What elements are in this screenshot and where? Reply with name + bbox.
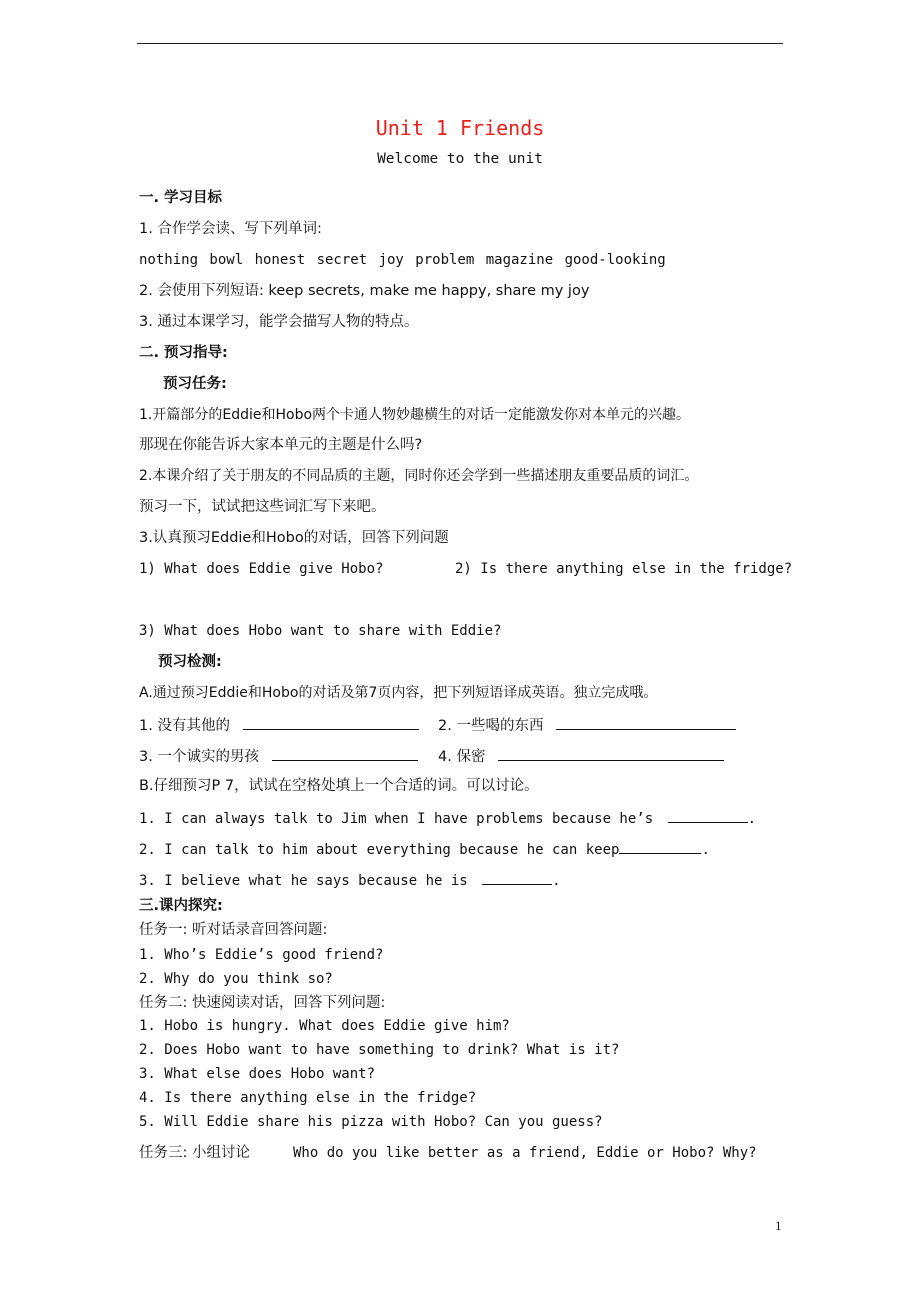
- translation-item-2: 2. 一些喝的东西: [438, 715, 736, 735]
- objective-3: 3. 通过本课学习，能学会描写人物的特点。: [139, 314, 419, 330]
- answer-blank[interactable]: [482, 870, 552, 885]
- subheading-preview-check: 预习检测:: [158, 654, 222, 670]
- subheading-preview-tasks: 预习任务:: [163, 376, 227, 392]
- page-subtitle: Welcome to the unit: [377, 151, 543, 167]
- part-a-instructions: A.通过预习Eddie和Hobo的对话及第7页内容，把下列短语译成英语。独立完成哦。: [139, 685, 658, 701]
- fill-in-2: 2. I can talk to him about everything because he can keep .: [139, 839, 710, 859]
- question-1: 1) What does Eddie give Hobo?: [139, 561, 384, 577]
- answer-blank[interactable]: [272, 746, 418, 761]
- task-two-question-1: 1. Hobo is hungry. What does Eddie give him?: [139, 1018, 510, 1034]
- part-b-instructions: B.仔细预习P 7，试试在空格处填上一个合适的词。可以讨论。: [139, 778, 539, 794]
- task-one: 任务一: 听对话录音回答问题:: [139, 922, 328, 938]
- task-3: 3.认真预习Eddie和Hobo的对话，回答下列问题: [139, 530, 449, 546]
- task-two: 任务二: 快速阅读对话，回答下列问题:: [139, 995, 386, 1011]
- page-number: 1: [775, 1218, 782, 1233]
- question-2: 2) Is there anything else in the fridge?: [455, 561, 793, 577]
- answer-blank[interactable]: [619, 839, 701, 854]
- task-two-question-4: 4. Is there anything else in the fridge?: [139, 1090, 477, 1106]
- task-three: 任务三: 小组讨论: [139, 1145, 250, 1161]
- translation-item-1: 1. 没有其他的: [139, 715, 419, 735]
- page-title: Unit 1 Friends: [375, 116, 545, 140]
- section-heading-objectives: 一. 学习目标: [139, 190, 223, 206]
- objective-2: 2. 会使用下列短语: keep secrets, make me happy, share my joy: [139, 283, 590, 299]
- objective-1: 1. 合作学会读、写下列单词:: [139, 221, 322, 237]
- vocabulary-list: nothing bowl honest secret joy problem magazine good-looking: [139, 252, 666, 268]
- question-3: 3) What does Hobo want to share with Eddie?: [139, 623, 502, 639]
- task-1-line-1: 1.开篇部分的Eddie和Hobo两个卡通人物妙趣横生的对话一定能激发你对本单元的兴趣。: [139, 407, 691, 423]
- answer-blank[interactable]: [556, 715, 736, 730]
- translation-item-4: 4. 保密: [438, 746, 724, 766]
- task-two-question-5: 5. Will Eddie share his pizza with Hobo? Can you guess?: [139, 1114, 603, 1130]
- answer-blank[interactable]: [243, 715, 419, 730]
- answer-blank[interactable]: [668, 808, 748, 823]
- fill-in-3: 3. I believe what he says because he is .: [139, 870, 561, 890]
- section-heading-exploration: 三.课内探究:: [139, 898, 223, 914]
- task-two-question-3: 3. What else does Hobo want?: [139, 1066, 376, 1082]
- fill-in-1: 1. I can always talk to Jim when I have problems because he’s .: [139, 808, 756, 828]
- section-heading-guidance: 二. 预习指导:: [139, 345, 228, 361]
- task-two-question-2: 2. Does Hobo want to have something to drink? What is it?: [139, 1042, 620, 1058]
- task-2-line-1: 2.本课介绍了关于朋友的不同品质的主题，同时你还会学到一些描述朋友重要品质的词汇。: [139, 468, 699, 484]
- task-three-question: Who do you like better as a friend, Eddie or Hobo? Why?: [293, 1145, 757, 1161]
- task-2-line-2: 预习一下，试试把这些词汇写下来吧。: [139, 499, 386, 515]
- header-rule: [137, 43, 783, 44]
- task-one-question-2: 2. Why do you think so?: [139, 971, 333, 987]
- task-one-question-1: 1. Who’s Eddie’s good friend?: [139, 947, 384, 963]
- task-1-line-2: 那现在你能告诉大家本单元的主题是什么吗?: [139, 437, 423, 453]
- answer-blank[interactable]: [498, 746, 724, 761]
- translation-item-3: 3. 一个诚实的男孩: [139, 746, 418, 766]
